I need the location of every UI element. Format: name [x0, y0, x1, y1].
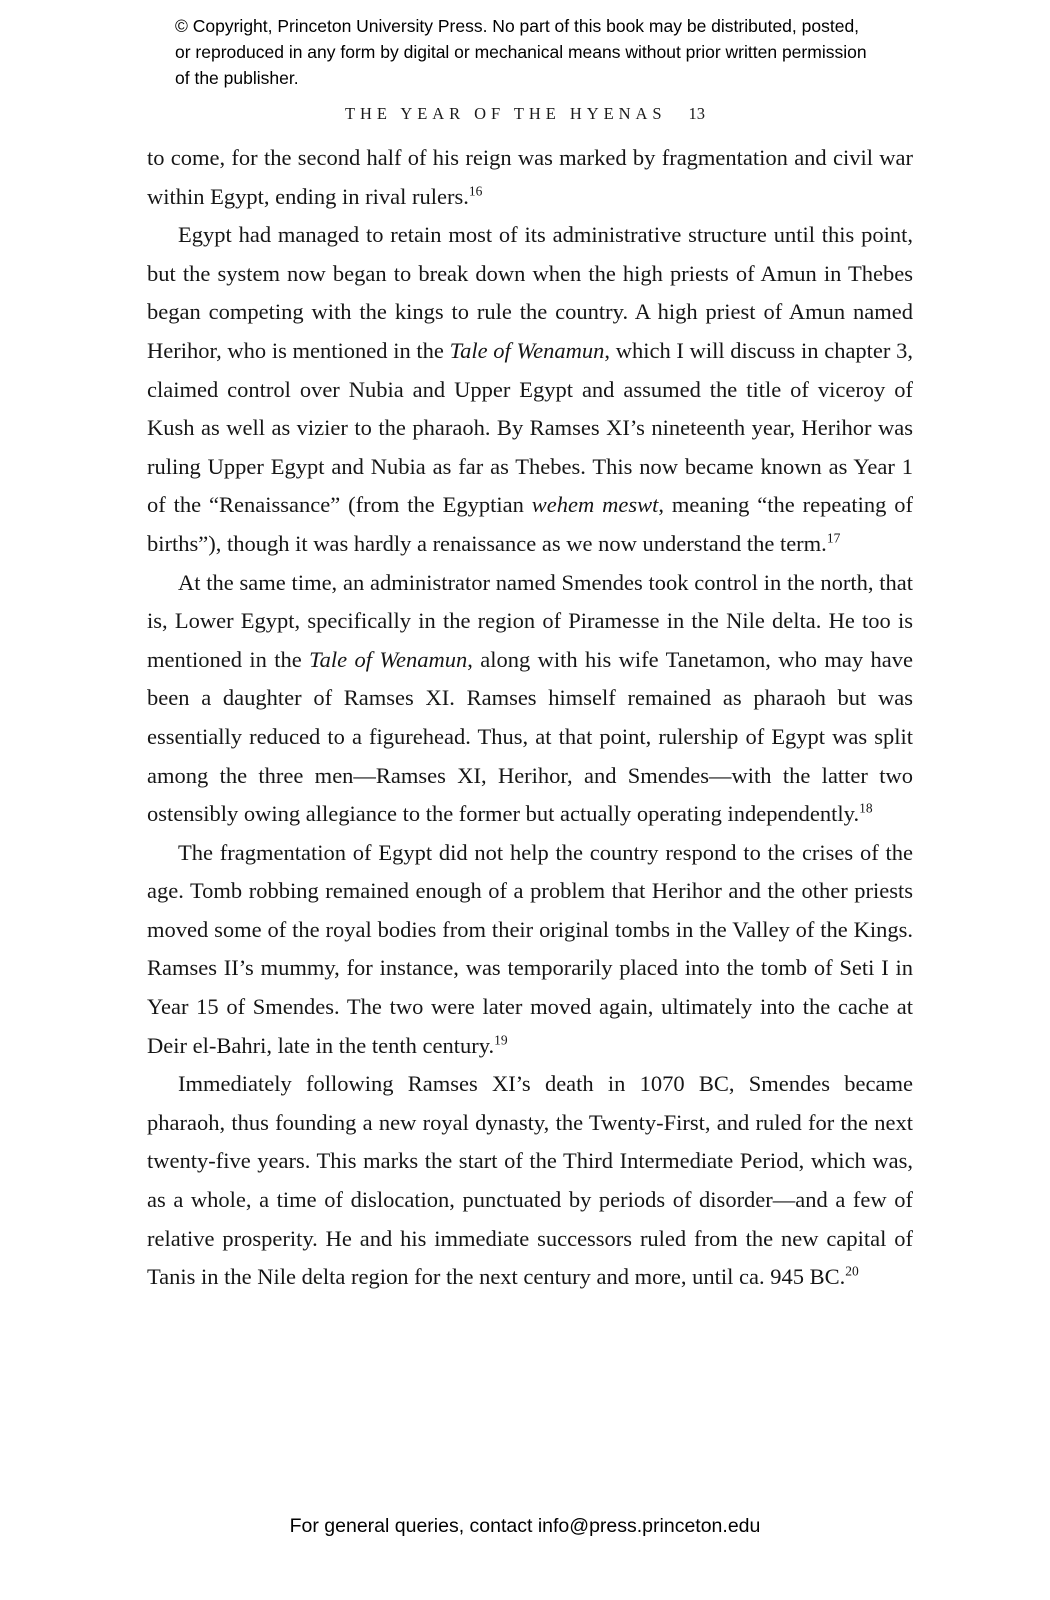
- body-paragraph: The fragmentation of Egypt did not help the country respond to the crises of the age. Tomb robbing remained enough of a problem that Herihor and the other priests moved some of the royal bodies from their original tombs in the Valley of the Kings. Ramses II’s mummy, for instance, was temporarily placed into the tomb of Seti I in Year 15 of Smendes. The two were later moved again, ultimately into the cache at Deir el-Bahri, late in the tenth century.$^{19}$: [147, 839, 913, 1058]
- body-paragraph: At the same time, an administrator named Smendes took control in the north, that is, Lower Egypt, specifically in the region of Piramesse in the Nile delta. He too is mentioned in the Tale of Wenamun, along with his wife Tanetamon, who may have been a daughter of Ramses XI. Ramses himself remained as pharaoh but was essentially reduced to a figurehead. Thus, at that point, rulership of Egypt was split among the three men—Ramses XI, Herihor, and Smendes—with the latter two ostensibly owing allegiance to the former but actually operating independently.$^{18}$: [147, 569, 913, 827]
- running-head: THE YEAR OF THE HYENAS: [344, 104, 667, 123]
- running-head-row: [0, 104, 1050, 124]
- copyright-notice: © Copyright, Princeton University Press. No part of this book may be distributed, posted, or reproduced in any form by digital or mechanical means without prior written permission of the publisher.: [175, 16, 867, 88]
- page-number: 13: [688, 104, 706, 123]
- footer-contact: For general queries, contact info@press.princeton.edu: [289, 1515, 761, 1537]
- body-paragraph: Egypt had managed to retain most of its administrative structure until this point, but the system now began to break down when the high priests of Amun in Thebes began competing with the kings to rule the country. A high priest of Amun named Herihor, who is mentioned in the Tale of Wenamun, which I will discuss in chapter 3, claimed control over Nubia and Upper Egypt and assumed the title of viceroy of Kush as well as vizier to the pharaoh. By Ramses XI’s nineteenth year, Herihor was ruling Upper Egypt and Nubia as far as Thebes. This now became known as Year 1 of the “Renaissance” (from the Egyptian wehem meswt, meaning “the repeating of births”), though it was hardly a renaissance as we now understand the term.$^{17}$: [147, 222, 914, 556]
- body-text: [147, 139, 913, 1297]
- body-paragraph: to come, for the second half of his reign was marked by fragmentation and civil war within Egypt, ending in rival rulers.$^{16}$: [147, 145, 913, 209]
- body-paragraph: Immediately following Ramses XI’s death in 1070 BC, Smendes became pharaoh, thus founding a new royal dynasty, the Twenty-First, and ruled for the next twenty-five years. This marks the start of the Third Intermediate Period, which was, as a whole, a time of dislocation, punctuated by periods of disorder—and a few of relative prosperity. He and his immediate successors ruled from the new capital of Tanis in the Nile delta region for the next century and more, until ca. 945 BC.$^{20}$: [147, 1071, 913, 1290]
